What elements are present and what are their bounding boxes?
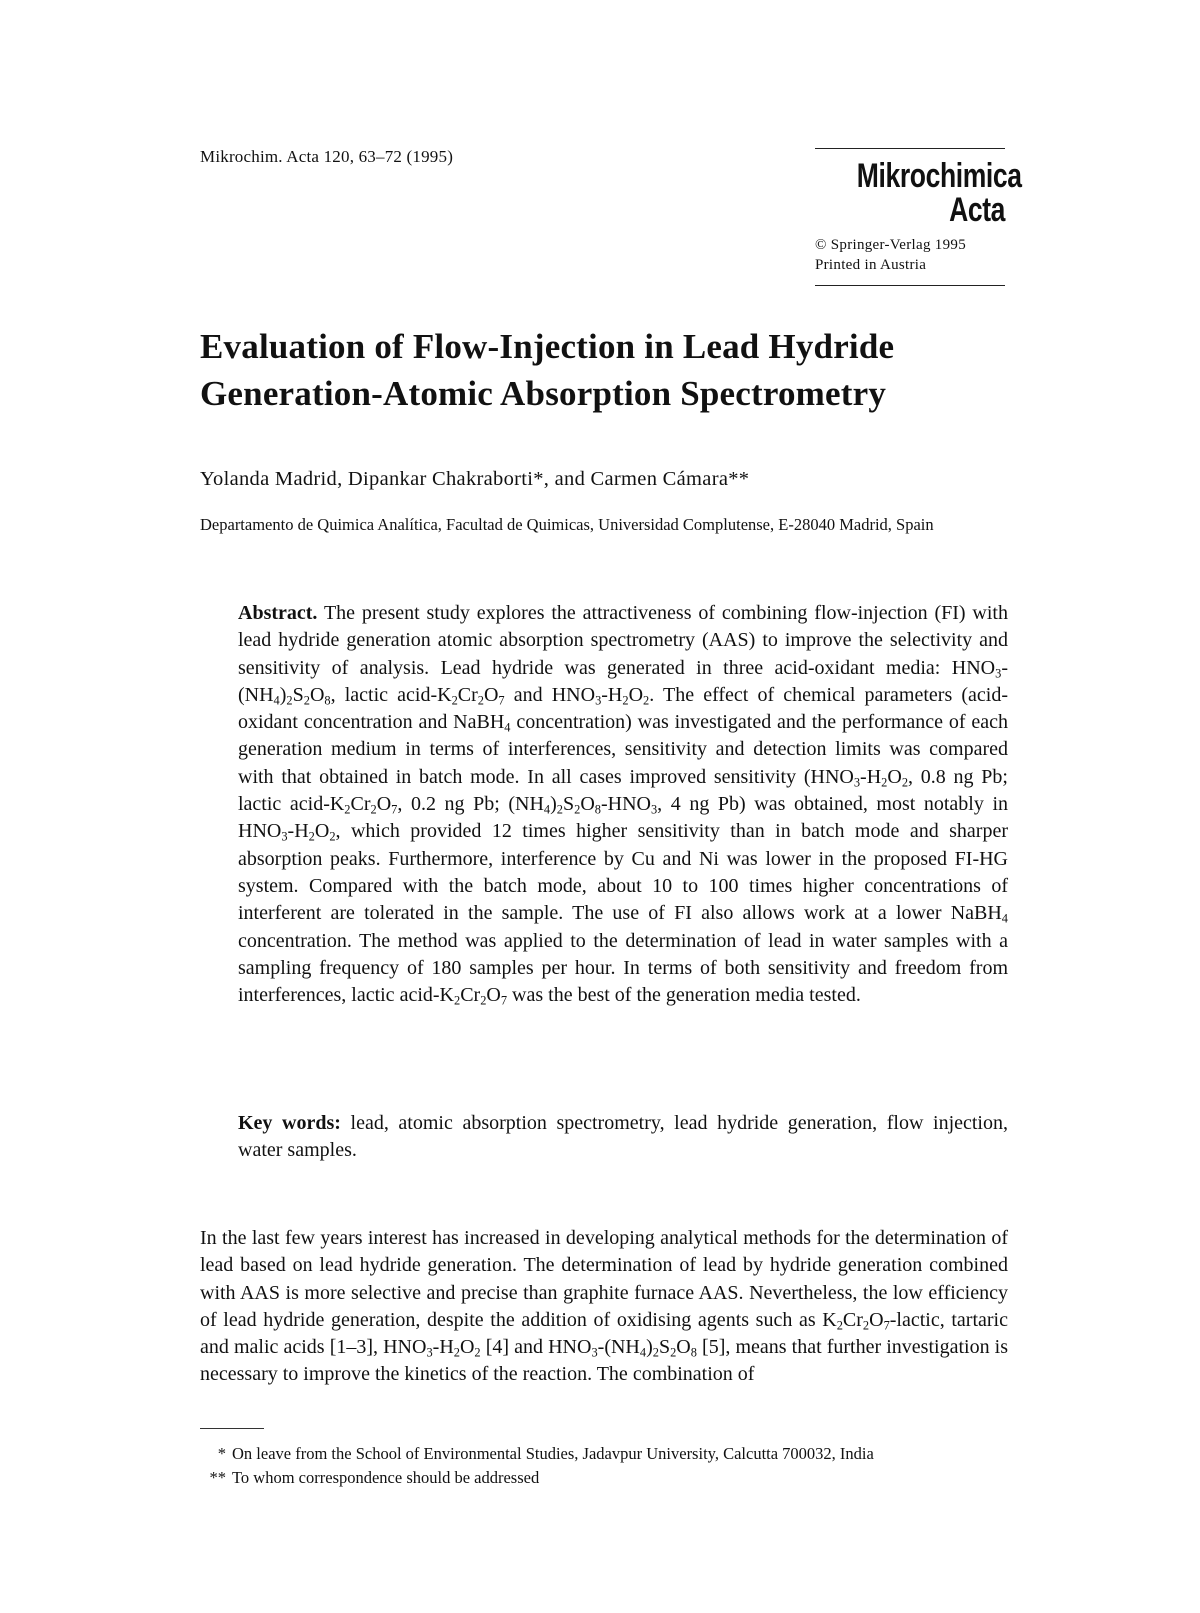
intro-text: -(NH [597, 1336, 640, 1359]
abstract-text: O [314, 820, 330, 843]
abstract-text: Cr [460, 984, 481, 1007]
subscript: 2 [556, 802, 563, 817]
abstract-text: ) [279, 683, 287, 706]
abstract-text: S [562, 793, 575, 816]
footnotes [200, 1442, 1010, 1490]
subscript: 4 [543, 802, 551, 817]
abstract-text: Cr [457, 683, 478, 706]
journal-logo-box [815, 148, 1022, 286]
abstract-text: , 0.8 ng Pb; lactic acid-K [238, 765, 1008, 816]
title-line-2: Generation-Atomic Absorption Spectrometry [200, 374, 887, 413]
abstract [238, 600, 1008, 1009]
subscript: 2 [836, 1318, 843, 1333]
abstract-text: -H [287, 820, 309, 843]
footnote [200, 1466, 1010, 1490]
subscript: 8 [594, 802, 601, 817]
logo-bottom-rule [815, 285, 1005, 286]
subscript: 2 [480, 993, 487, 1008]
subscript: 2 [901, 775, 909, 790]
subscript: 4 [273, 693, 280, 708]
subscript: 3 [995, 666, 1002, 681]
subscript: 2 [862, 1318, 870, 1333]
abstract-text: O [483, 683, 499, 706]
subscript: 2 [308, 829, 315, 844]
abstract-text: O [580, 793, 595, 816]
abstract-text: O [887, 765, 902, 788]
subscript: 2 [622, 693, 629, 708]
subscript: 7 [883, 1318, 890, 1333]
intro-text: [4] and HNO [480, 1336, 592, 1359]
abstract-text: -H [601, 683, 623, 706]
subscript: 7 [498, 693, 505, 708]
subscript: 2 [370, 802, 377, 817]
abstract-text: , which provided 12 times higher sensitivity than in batch mode and sharper absorption peaks. Furthermore, interference by Cu and Ni was lower in the proposed FI-HG system. Compared with the batch mode, about 10 to 100 times higher concentrations of interferent are tolerated in the sample. The use of FI also allows work at a lower NaBH [238, 820, 1008, 925]
abstract-text: O [628, 683, 644, 706]
subscript: 2 [574, 802, 581, 817]
footnote-mark: * [217, 1444, 226, 1463]
footnote-mark: ** [209, 1468, 226, 1487]
intro-paragraph [200, 1225, 1008, 1389]
abstract-text: , 4 ng Pb) was obtained, most notably in HNO [238, 793, 1008, 843]
footnote [200, 1442, 1010, 1466]
abstract-text: The present study explores the attractiveness of combining flow-injection (FI) with lead hydride generation atomic absorption spectrometry (AAS) to improve the selectivity and sensitivity of analysis. Lead hydride was generated in three acid-oxidant media: HNO [238, 602, 1008, 679]
subscript: 2 [477, 693, 484, 708]
abstract-text: O [486, 984, 501, 1007]
subscript: 7 [500, 993, 508, 1008]
footnote-rule [200, 1428, 264, 1429]
abstract-text: concentration. The method was applied to the determination of lead in water samples with a sampling frequency of 180 samples per hour. In terms of both sensitivity and freedom from interferences, lactic acid-K [238, 929, 1008, 1007]
intro-text: [5], means that further investigation is necessary to improve the kinetics of the reaction. The combination of [200, 1336, 1009, 1386]
intro-text: S [658, 1336, 671, 1359]
abstract-label: Abstract. [238, 602, 318, 624]
subscript: 4 [1001, 911, 1008, 926]
subscript: 2 [329, 829, 336, 844]
intro-text: Cr [842, 1308, 863, 1331]
intro-text: -lactic, tartaric and malic acids [1–3], HNO [200, 1308, 1008, 1359]
intro-text: O [459, 1336, 475, 1359]
abstract-text: ) [550, 793, 557, 816]
subscript: 2 [344, 802, 351, 817]
keywords [238, 1110, 1008, 1164]
publisher-info [815, 235, 1005, 275]
abstract-text: -(NH [238, 656, 1008, 706]
abstract-text: Cr [350, 793, 371, 816]
subscript: 7 [391, 802, 398, 817]
subscript: 4 [639, 1345, 647, 1360]
title-line-1: Evaluation of Flow-Injection in Lead Hydride [200, 327, 895, 366]
intro-text: -H [432, 1336, 454, 1359]
subscript: 2 [670, 1345, 677, 1360]
subscript: 2 [474, 1345, 481, 1360]
abstract-text: , 0.2 ng Pb; (NH [397, 793, 544, 816]
intro-text: ) [646, 1336, 653, 1359]
printed-line: Printed in Austria [815, 257, 927, 273]
subscript: 2 [453, 993, 461, 1008]
subscript: 4 [504, 720, 511, 735]
subscript: 2 [652, 1345, 659, 1360]
footnote-text: On leave from the School of Environmental Studies, Jadavpur University, Calcutta 700032, India [232, 1444, 874, 1463]
abstract-text: S [292, 683, 304, 706]
journal-logo-line2: Acta [949, 191, 1005, 229]
subscript: 2 [303, 693, 310, 708]
copyright-line: © Springer-Verlag 1995 [815, 237, 966, 253]
abstract-text: concentration) was investigated and the performance of each generation medium in terms of interferences, sensitivity and detection limits was compared with that obtained in batch mode. In all cases improved sensitivity (HNO [238, 711, 1009, 788]
abstract-text: . The effect of chemical parameters (acid-oxidant concentration and NaBH [238, 683, 1008, 734]
subscript: 2 [451, 693, 458, 708]
subscript: 3 [853, 775, 861, 790]
subscript: 3 [595, 693, 602, 708]
keywords-text: lead, atomic absorption spectrometry, lead hydride generation, flow injection, water samples. [238, 1112, 1008, 1161]
affiliation: Departamento de Quimica Analítica, Facultad de Quimicas, Universidad Complutense, E-28040 Madrid, Spain [200, 515, 934, 534]
abstract-text: and HNO [504, 683, 596, 706]
logo-top-rule [815, 148, 1005, 149]
article-title [200, 323, 1020, 417]
keywords-label: Key words: [238, 1112, 341, 1134]
journal-logo-line1: Mikrochimica [856, 157, 1022, 195]
abstract-text: O [376, 793, 392, 816]
subscript: 3 [281, 829, 288, 844]
author-list: Yolanda Madrid, Dipankar Chakraborti*, and Carmen Cámara** [200, 468, 750, 490]
footnote-text: To whom correspondence should be addressed [232, 1468, 540, 1487]
subscript: 3 [591, 1345, 598, 1360]
journal-citation: Mikrochim. Acta 120, 63–72 (1995) [200, 147, 454, 166]
subscript: 2 [881, 775, 888, 790]
subscript: 3 [650, 802, 658, 817]
subscript: 2 [643, 693, 650, 708]
subscript: 8 [690, 1345, 697, 1360]
subscript: 8 [324, 693, 331, 708]
abstract-text: O [309, 683, 325, 706]
subscript: 3 [426, 1345, 433, 1360]
subscript: 2 [453, 1345, 460, 1360]
abstract-text: , lactic acid-K [330, 683, 452, 706]
abstract-text: -HNO [600, 793, 651, 816]
journal-logo [856, 157, 1022, 229]
abstract-text: was the best of the generation media tested. [507, 984, 861, 1007]
subscript: 2 [286, 693, 293, 708]
abstract-text: -H [860, 765, 882, 788]
intro-text: In the last few years interest has increased in developing analytical methods for the determination of lead based on lead hydride generation. The determination of lead by hydride generation combined with AAS is more selective and precise than graphite furnace AAS. Nevertheless, the low efficiency of lead hydride generation, despite the addition of oxidising agents such as K [200, 1227, 1008, 1331]
intro-text: O [869, 1308, 884, 1331]
intro-text: O [676, 1336, 691, 1359]
